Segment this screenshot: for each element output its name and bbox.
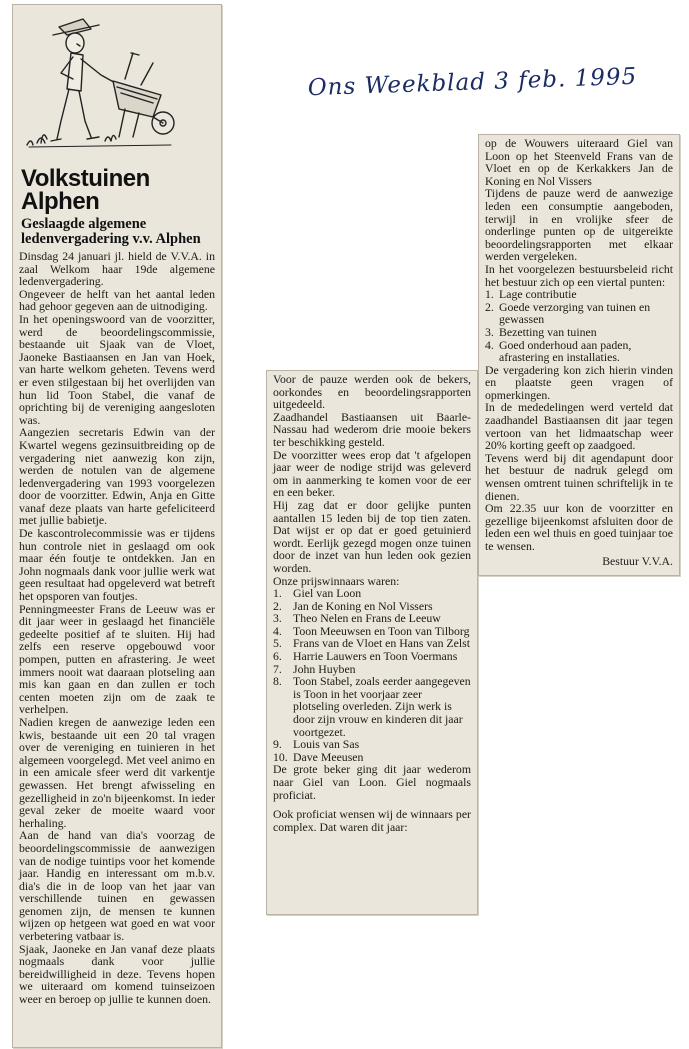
article-clipping-middle: [266, 370, 478, 915]
paragraph: De voorzitter wees erop dat 't afgelopen jaar weer de nodige strijd was geleverd om in aanmerking te komen voor de eer en een beker.: [273, 447, 471, 500]
handwritten-note: Ons Weekblad 3 feb. 1995: [307, 63, 638, 102]
paragraph: Tijdens de pauze werd de aanwezige leden een consumptie aangeboden, terwijl in en vrolijke sfeer de onderlinge punten op de uitgereikte beoordelingsrapporten met elkaar werden vergeleken.: [485, 186, 673, 264]
paragraph: In de mededelingen werd verteld dat zaadhandel Bastiaansen dit jaar tegen vertoon van het lidmaatschap weer 20% korting geeft op zaadgoed.: [485, 400, 673, 453]
article-signature: Bestuur V.V.A.: [602, 553, 673, 568]
paragraph: Sjaak, Jaoneke en Jan vanaf deze plaats nogmaals dank voor jullie bereidwilligheid in deze. Tevens hopen we uiteraard om komend tuinseizoen weer en beroep op jullie te kunnen doen.: [19, 941, 215, 1007]
list-text: Frans van de Vloet en Hans van Zelst: [293, 636, 471, 651]
gardener-illustration: [21, 9, 181, 159]
list-number: 4.: [273, 623, 282, 638]
list-text: Toon Stabel, zoals eerder aangegeven is Toon in het voorjaar zeer plotseling overleden. Zijn werk is door zijn vrouw en kinderen dit jaar voortgezet.: [293, 674, 471, 739]
list-number: 7.: [273, 661, 282, 676]
paragraph: De vergadering kon zich hierin vinden en plaatste geen vragen of opmerkingen.: [485, 362, 673, 402]
list-text: Harrie Lauwers en Toon Voermans: [293, 649, 458, 664]
list-text: Louis van Sas: [293, 737, 360, 752]
list-text: Dave Meeusen: [293, 749, 364, 764]
paragraph: Ongeveer de helft van het aantal leden had gehoor gegeven aan de uitnodiging.: [19, 286, 215, 314]
paragraph: Ook proficiat wensen wij de winnaars per complex. Dat waren dit jaar:: [273, 807, 471, 834]
paragraph: In het voorgelezen bestuursbeleid richt het bestuur zich op een viertal punten:: [485, 261, 673, 289]
paragraph: Hij zag dat er door gelijke punten aantallen 15 leden bij de top tien zaten. Dat wijst er op dat er goed getuinierd wordt. Eerlijk gezegd mogen onze tuinen door de inzet van hun leden ook gezien worden.: [273, 497, 471, 575]
list-text: Goed onderhoud aan paden, afrastering en installaties.: [499, 337, 632, 365]
list-item: [485, 326, 673, 339]
winners-intro: Onze prijswinnaars waren:: [273, 573, 400, 588]
list-text: Toon Meeuwsen en Toon van Tilborg: [293, 623, 470, 638]
list-item: [273, 738, 471, 751]
list-number: 6.: [273, 649, 282, 664]
list-number: 2.: [485, 299, 494, 314]
article-body-right-end: [485, 364, 673, 553]
list-number: 10.: [273, 749, 288, 764]
list-item: [485, 288, 673, 301]
paragraph: De kascontrolecommissie was er tijdens hun controle niet in geslaagd om ook maar één foutje te ontdekken. Jan en John nogmaals dank voor jullie werk wat geen resultaat had opgeleverd wat betreft het opsporen van foutjes.: [19, 526, 215, 604]
paragraph: In het openingswoord van de voorzitter, werd de beoordelingscommissie, bestaande uit Sjaak van de Vloet, Jaoneke Bastiaansen en Jan van Hoek, van harte welkom geheten. Tevens werd er even stilgestaan bij het overlijden van hun lid Toon Stabel, die vanaf de oprichting bij de vereniging aangesloten was.: [19, 311, 215, 427]
list-number: 3.: [485, 324, 494, 339]
list-text: John Huyben: [293, 661, 356, 676]
list-item: [273, 650, 471, 663]
article-body-right: [485, 137, 673, 288]
paragraph: Penningmeester Frans de Leeuw was er dit jaar weer in geslaagd het financiële gedeelte positief af te sluiten. Hij had zelfs een reserve opgebouwd voor pompen, putten en afrastering. Je weet immers nooit wat daaraan plotseling aan mis kan gaan en dan zullen er toch centen moeten zijn om de zaak te verhelpen.: [19, 601, 215, 717]
article-subheadline: Geslaagde algemene ledenvergadering v.v. Alphen: [21, 216, 201, 247]
article-headline: Volkstuinen Alphen: [21, 165, 150, 215]
policy-points-list: [485, 288, 673, 364]
paragraph: Nadien kregen de aanwezige leden een kwis, bestaande uit een 20 tal vragen over de vereniging en tuinieren in het algemeen voorgelegd. Met veel animo en in een amicale sfeer werd dit varkentje gewassen. Het brengt afwisseling en gezelligheid in zo'n bijeenkomst. In ieder geval zeker de moeite waard voor herhaling.: [19, 714, 215, 830]
list-text: Jan de Koning en Nol Vissers: [293, 598, 433, 613]
paragraph: De grote beker ging dit jaar wederom naar Giel van Loon. Giel nogmaals proficiat.: [273, 762, 471, 802]
list-text: Goede verzorging van tuinen en gewassen: [499, 299, 651, 327]
list-text: Bezetting van tuinen: [499, 324, 597, 339]
list-number: 2.: [273, 598, 282, 613]
list-item: [273, 587, 471, 600]
list-item: [273, 612, 471, 625]
article-body-left: [19, 250, 215, 1006]
paragraph: op de Wouwers uiteraard Giel van Loon op het Steenveld Frans van de Vloet en op de Kerkakkers Jan de Koning en Nol Vissers: [485, 136, 673, 188]
paragraph: Aan de hand van dia's voorzag de beoordelingscommissie de aanwezigen van de nodige tuintips voor het komende jaar. Handig en interessant om m.b.v. dia's die in de loop van het jaar van verschillende tuinen en gewassen genomen zijn, de mensen te kunnen wijzen op hetgeen wat goed en wat voor verbetering vatbaar is.: [19, 828, 215, 944]
list-item: [273, 675, 471, 738]
list-number: 4.: [485, 337, 494, 352]
article-clipping-right: [478, 134, 680, 576]
list-number: 8.: [273, 674, 282, 689]
list-number: 3.: [273, 611, 282, 626]
winners-list: [273, 587, 471, 763]
paragraph: Dinsdag 24 januari jl. hield de V.V.A. in zaal Welkom haar 19de algemene ledenvergadering.: [19, 249, 215, 289]
paragraph: Voor de pauze werden ook de bekers, oorkondes en beoordelingsrapporten uitgedeeld.: [273, 372, 471, 412]
list-number: 5.: [273, 636, 282, 651]
article-body-middle: [273, 373, 471, 587]
paragraph: Om 22.35 uur kon de voorzitter en gezellige bijeenkomst afsluiten door de leden een wel thuis en goed tuinjaar toe te wensen.: [485, 501, 673, 553]
paragraph: Aangezien secretaris Edwin van der Kwartel wegens gezinsuitbreiding op de vergadering niet aanwezig kon zijn, werden de notulen van de algemene ledenvergadering van 1993 voorgelezen door de voorzitter. Edwin, Anja en Gitte vanaf deze plaats van harte gefeliciteerd met jullie babietje.: [19, 425, 215, 528]
list-text: Theo Nelen en Frans de Leeuw: [293, 611, 441, 626]
list-item: [485, 339, 673, 364]
article-body-middle-end: [273, 763, 471, 833]
paragraph: Zaadhandel Bastiaansen uit Baarle-Nassau had wederom drie mooie bekers ter beschikking gesteld.: [273, 409, 471, 449]
paragraph: Tevens werd bij dit agendapunt door het bestuur de nadruk gelegd om wensen omtrent tuinen schriftelijk in te dienen.: [485, 450, 673, 503]
list-item: [485, 301, 673, 326]
list-number: 1.: [273, 586, 282, 601]
list-number: 1.: [485, 287, 494, 302]
list-text: Giel van Loon: [293, 586, 362, 601]
article-clipping-left: [12, 4, 222, 1048]
list-number: 9.: [273, 737, 282, 752]
list-text: Lage contributie: [499, 287, 577, 302]
